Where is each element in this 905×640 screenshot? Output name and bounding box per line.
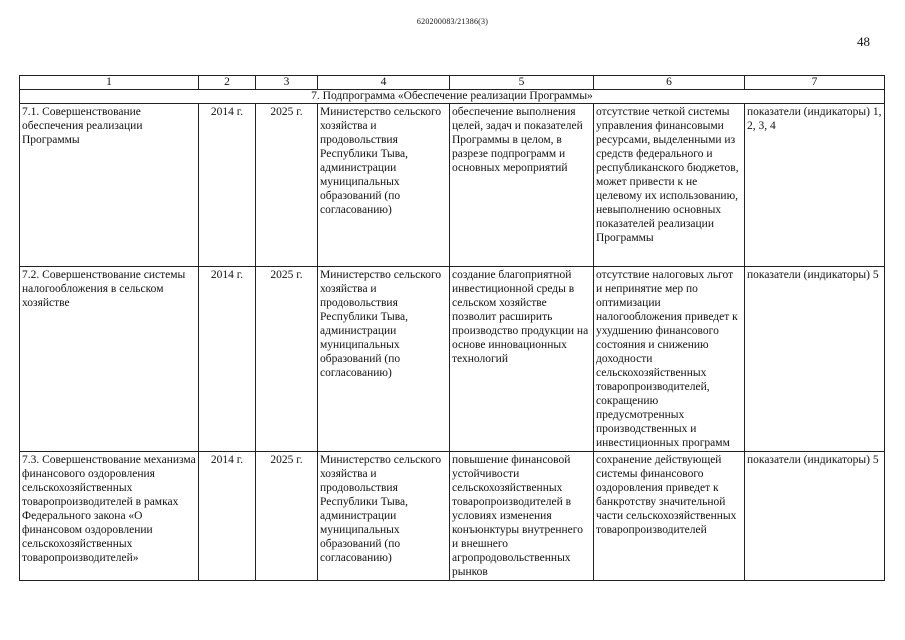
consequence-cell: сохранение действующей системы финансового оздоровления приведет к банкротству значительной части сельскохозяйственных товаропроизводителей bbox=[594, 452, 745, 581]
executor-cell: Министерство сельского хозяйства и продовольствия Республики Тыва, администрации муниципальных образований (по согласованию) bbox=[318, 452, 450, 581]
program-measures-table bbox=[19, 75, 885, 581]
column-number: 1 bbox=[20, 76, 199, 90]
table-row bbox=[20, 104, 885, 267]
document-id: 620200083/21386(3) bbox=[416, 17, 489, 26]
start-year-cell: 2014 г. bbox=[199, 267, 256, 452]
page-number: 48 bbox=[857, 34, 870, 49]
measure-cell: 7.1. Совершенствование обеспечения реализации Программы bbox=[20, 104, 199, 267]
expected-result-cell: создание благоприятной инвестиционной среды в сельском хозяйстве позволит расширить производство продукции на основе инновационных технологий bbox=[450, 267, 594, 452]
column-number: 7 bbox=[745, 76, 885, 90]
consequence-cell: отсутствие четкой системы управления финансовыми ресурсами, выделенными из средств федерального и республиканского бюджетов, может привести к не целевому их использованию, невыполнению основных показателей реализации Программы bbox=[594, 104, 745, 267]
indicators-cell: показатели (индикаторы) 1, 2, 3, 4 bbox=[745, 104, 885, 267]
start-year-cell: 2014 г. bbox=[199, 104, 256, 267]
measure-cell: 7.2. Совершенствование системы налогообложения в сельском хозяйстве bbox=[20, 267, 199, 452]
measure-cell: 7.3. Совершенствование механизма финансового оздоровления сельскохозяйственных товаропроизводителей в рамках Федерального закона «О финансовом оздоровлении сельскохозяйственных товаропроизводителей» bbox=[20, 452, 199, 581]
column-number: 3 bbox=[256, 76, 318, 90]
column-number-row bbox=[20, 76, 885, 90]
executor-cell: Министерство сельского хозяйства и продовольствия Республики Тыва, администрации муниципальных образований (по согласованию) bbox=[318, 104, 450, 267]
section-row bbox=[20, 90, 885, 104]
column-number: 6 bbox=[594, 76, 745, 90]
indicators-cell: показатели (индикаторы) 5 bbox=[745, 267, 885, 452]
column-number: 5 bbox=[450, 76, 594, 90]
section-title: 7. Подпрограмма «Обеспечение реализации Программы» bbox=[20, 90, 885, 104]
expected-result-cell: обеспечение выполнения целей, задач и показателей Программы в целом, в разрезе подпрограмм и основных мероприятий bbox=[450, 104, 594, 267]
end-year-cell: 2025 г. bbox=[256, 267, 318, 452]
executor-cell: Министерство сельского хозяйства и продовольствия Республики Тыва, администрации муниципальных образований (по согласованию) bbox=[318, 267, 450, 452]
table-row bbox=[20, 452, 885, 581]
start-year-cell: 2014 г. bbox=[199, 452, 256, 581]
column-number: 4 bbox=[318, 76, 450, 90]
expected-result-cell: повышение финансовой устойчивости сельскохозяйственных товаропроизводителей в условиях изменения конъюнктуры внутреннего и внешнего агропродовольственных рынков bbox=[450, 452, 594, 581]
column-number: 2 bbox=[199, 76, 256, 90]
indicators-cell: показатели (индикаторы) 5 bbox=[745, 452, 885, 581]
consequence-cell: отсутствие налоговых льгот и непринятие мер по оптимизации налогообложения приведет к ухудшению финансового состояния и снижению доходности сельскохозяйственных товаропроизводителей, сокращению предусмотренных производственных и инвестиционных программ bbox=[594, 267, 745, 452]
end-year-cell: 2025 г. bbox=[256, 452, 318, 581]
end-year-cell: 2025 г. bbox=[256, 104, 318, 267]
table-row bbox=[20, 267, 885, 452]
